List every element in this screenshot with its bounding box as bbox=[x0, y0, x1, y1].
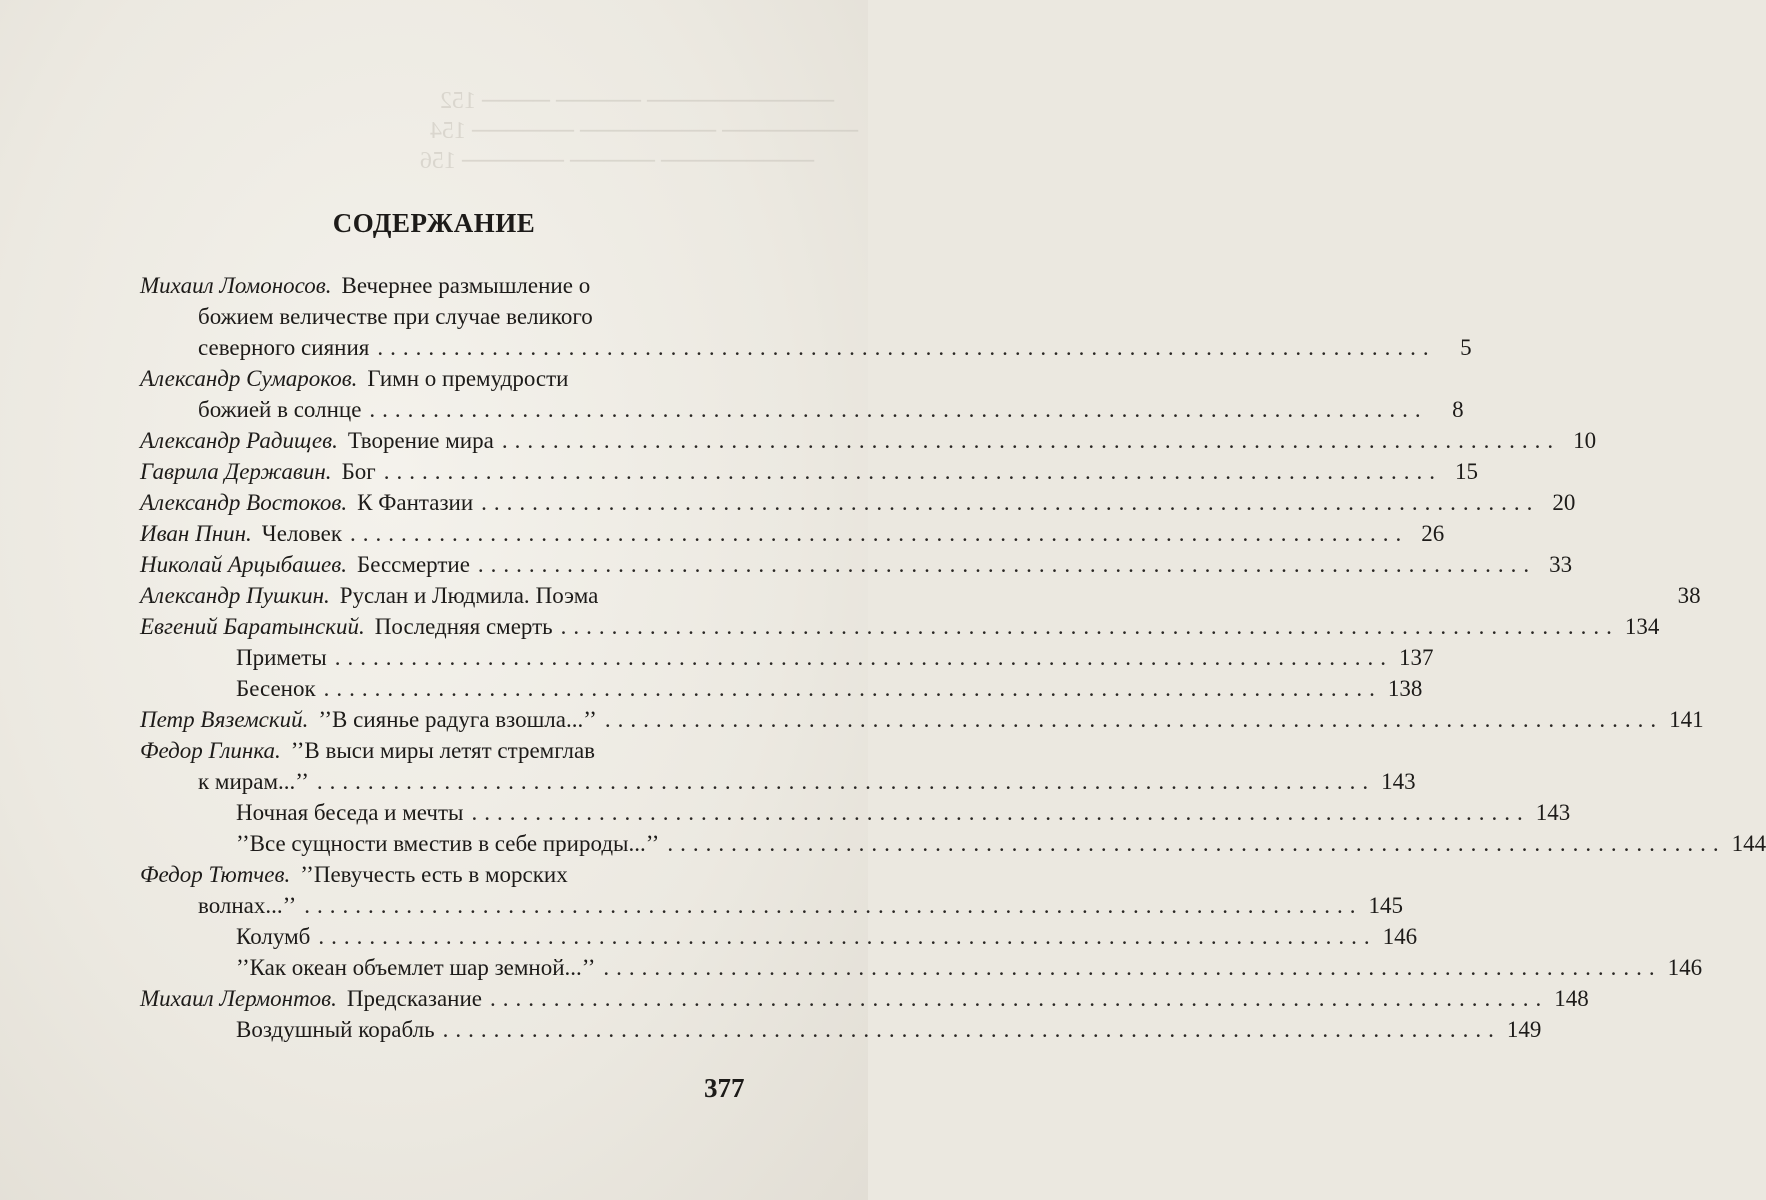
page-title: СОДЕРЖАНИЕ bbox=[332, 208, 536, 238]
toc-line bbox=[140, 425, 1597, 456]
toc-work-genre: Поэма bbox=[535, 583, 599, 608]
toc-line bbox=[140, 952, 1703, 983]
toc-work-title: Предсказание bbox=[346, 986, 483, 1011]
toc-entry bbox=[140, 952, 1703, 983]
show-through-text: ──────── ──────── ────── 154 bbox=[430, 118, 859, 144]
toc-line bbox=[140, 735, 767, 766]
toc-line bbox=[140, 797, 1571, 828]
toc-author: Федор Тютчев. bbox=[140, 862, 291, 887]
toc-line bbox=[140, 642, 1434, 673]
show-through-text: ─────────── ───── ──── 152 bbox=[440, 88, 835, 114]
dot-leader: ................................................................................... bbox=[667, 831, 1726, 856]
toc-page-number: 26 bbox=[1421, 521, 1445, 546]
toc-work-title: северного сияния bbox=[198, 335, 370, 360]
toc-line bbox=[140, 983, 1589, 1014]
toc-line bbox=[140, 487, 1576, 518]
toc-author: Иван Пнин. bbox=[140, 521, 252, 546]
toc-page-number: 134 bbox=[1624, 614, 1660, 639]
toc-author: Александр Радищев. bbox=[140, 428, 338, 453]
toc-page-number: 33 bbox=[1549, 552, 1573, 577]
toc-work-title: Приметы bbox=[236, 645, 327, 670]
toc-entry bbox=[140, 425, 1597, 456]
toc-page-number: 5 bbox=[1460, 335, 1472, 360]
dot-leader: ................................................................................... bbox=[560, 614, 1619, 639]
toc-entry bbox=[140, 642, 1434, 673]
toc-line bbox=[140, 890, 1404, 921]
toc-line bbox=[140, 704, 1704, 735]
toc-line bbox=[140, 363, 767, 394]
dot-leader: ................................................................................... bbox=[490, 986, 1549, 1011]
toc-page-number: 138 bbox=[1387, 676, 1423, 701]
toc-work-title: ’’Певучесть есть в морских bbox=[300, 862, 568, 887]
toc-line bbox=[140, 828, 1766, 859]
toc-line bbox=[140, 921, 1418, 952]
toc-work-title: ’’В сиянье радуга взошла...’’ bbox=[318, 707, 597, 732]
toc-line bbox=[140, 673, 1423, 704]
toc-entry bbox=[140, 611, 1660, 642]
dot-leader: ................................................................................... bbox=[323, 676, 1382, 701]
toc-entry bbox=[140, 921, 1418, 952]
toc-page-number: 144 bbox=[1731, 831, 1766, 856]
show-through-text: ───────── ───── ────── 156 bbox=[420, 148, 815, 174]
toc-work-title: Творение мира bbox=[347, 428, 494, 453]
toc-work-title: Последняя смерть bbox=[374, 614, 553, 639]
toc-line bbox=[140, 270, 767, 301]
toc-entry bbox=[140, 673, 1423, 704]
toc-work-title: Воздушный корабль bbox=[236, 1017, 435, 1042]
toc-author: Михаил Лермонтов. bbox=[140, 986, 337, 1011]
dot-leader: ................................................................................... bbox=[334, 645, 1393, 670]
dot-leader: ................................................................................... bbox=[377, 335, 1436, 360]
dot-leader: ................................................................................... bbox=[501, 428, 1561, 453]
toc-entry bbox=[140, 828, 1766, 859]
toc-entry bbox=[140, 735, 1416, 797]
toc-line bbox=[140, 456, 1478, 487]
toc-author: Евгений Баратынский. bbox=[140, 614, 365, 639]
toc-entry bbox=[140, 859, 1404, 921]
toc-entry bbox=[140, 797, 1571, 828]
toc-entry bbox=[140, 580, 1701, 611]
toc-entry bbox=[140, 487, 1576, 518]
table-of-contents bbox=[140, 270, 1766, 1045]
toc-line bbox=[140, 611, 1660, 642]
toc-page-number: 143 bbox=[1381, 769, 1416, 794]
toc-line bbox=[140, 518, 1445, 549]
toc-work-title: К Фантазии bbox=[357, 490, 474, 515]
dot-leader: ................................................................................... bbox=[471, 800, 1530, 825]
toc-work-title: Гимн о премудрости bbox=[367, 366, 569, 391]
dot-leader: ................................................................................... bbox=[369, 397, 1428, 422]
toc-line bbox=[140, 549, 1573, 580]
toc-page-number: 8 bbox=[1452, 397, 1464, 422]
toc-page-number: 38 bbox=[1677, 583, 1701, 608]
toc-page-number: 15 bbox=[1454, 459, 1478, 484]
toc-author: Петр Вяземский. bbox=[140, 707, 309, 732]
toc-work-title: Руслан и Людмила. bbox=[339, 583, 530, 608]
toc-page-number: 145 bbox=[1368, 893, 1404, 918]
toc-work-title: волнах...’’ bbox=[198, 893, 297, 918]
toc-author: Гаврила Державин. bbox=[140, 459, 332, 484]
toc-page-number: 149 bbox=[1506, 1017, 1542, 1042]
toc-work-title: Бессмертие bbox=[356, 552, 470, 577]
toc-page-number: 10 bbox=[1573, 428, 1597, 453]
toc-work-title: Бесенок bbox=[236, 676, 316, 701]
toc-author: Николай Арцыбашев. bbox=[140, 552, 347, 577]
toc-line bbox=[140, 859, 767, 890]
toc-line bbox=[140, 580, 1701, 611]
toc-page-number: 141 bbox=[1669, 707, 1704, 732]
toc-entry bbox=[140, 363, 1464, 425]
toc-page-number: 146 bbox=[1667, 955, 1703, 980]
toc-entry bbox=[140, 270, 1472, 363]
toc-entry bbox=[140, 983, 1589, 1014]
toc-work-title: божией в солнце bbox=[198, 397, 362, 422]
dot-leader: ................................................................................... bbox=[350, 521, 1409, 546]
toc-page-number: 137 bbox=[1398, 645, 1434, 670]
toc-work-title: к мирам...’’ bbox=[198, 769, 309, 794]
toc-author: Александр Пушкин. bbox=[140, 583, 330, 608]
dot-leader: ................................................................................... bbox=[316, 769, 1376, 794]
page-number: 377 bbox=[704, 1073, 745, 1103]
toc-author: Федор Глинка. bbox=[140, 738, 281, 763]
dot-leader: ................................................................................... bbox=[318, 924, 1377, 949]
toc-work-title: Человек bbox=[261, 521, 343, 546]
dot-leader: ................................................................................... bbox=[481, 490, 1540, 515]
toc-page-number: 148 bbox=[1554, 986, 1589, 1011]
dot-leader: ................................................................................... bbox=[603, 955, 1662, 980]
toc-author: Александр Сумароков. bbox=[140, 366, 358, 391]
toc-line bbox=[140, 766, 1416, 797]
toc-line bbox=[140, 1014, 1542, 1045]
toc-entry bbox=[140, 518, 1445, 549]
dot-leader: ................................................................................... bbox=[604, 707, 1664, 732]
toc-line bbox=[140, 332, 1472, 363]
dot-leader: ................................................................................... bbox=[442, 1017, 1501, 1042]
toc-work-title: ’’В выси миры летят стремглав bbox=[290, 738, 596, 763]
toc-line bbox=[140, 301, 767, 332]
toc-entry bbox=[140, 456, 1478, 487]
toc-line bbox=[140, 394, 1464, 425]
toc-entry bbox=[140, 549, 1573, 580]
toc-work-title: ’’Все сущности вместив в себе природы...’’ bbox=[236, 831, 660, 856]
toc-work-title: Колумб bbox=[236, 924, 311, 949]
toc-work-title: ’’Как океан объемлет шар земной...’’ bbox=[236, 955, 596, 980]
toc-entry bbox=[140, 1014, 1542, 1045]
dot-leader: ................................................................................... bbox=[383, 459, 1442, 484]
toc-work-title: Вечернее размышление о bbox=[341, 273, 591, 298]
toc-work-title: Ночная беседа и мечты bbox=[236, 800, 464, 825]
toc-page-number: 143 bbox=[1535, 800, 1571, 825]
toc-author: Александр Востоков. bbox=[140, 490, 348, 515]
toc-page-number: 146 bbox=[1382, 924, 1418, 949]
toc-work-title: Бог bbox=[341, 459, 376, 484]
toc-entry bbox=[140, 704, 1704, 735]
toc-page-number: 20 bbox=[1552, 490, 1576, 515]
toc-author: Михаил Ломоносов. bbox=[140, 273, 332, 298]
dot-leader: ................................................................................... bbox=[304, 893, 1363, 918]
dot-leader: ................................................................................... bbox=[477, 552, 1537, 577]
toc-work-title: божием величестве при случае великого bbox=[198, 304, 593, 329]
